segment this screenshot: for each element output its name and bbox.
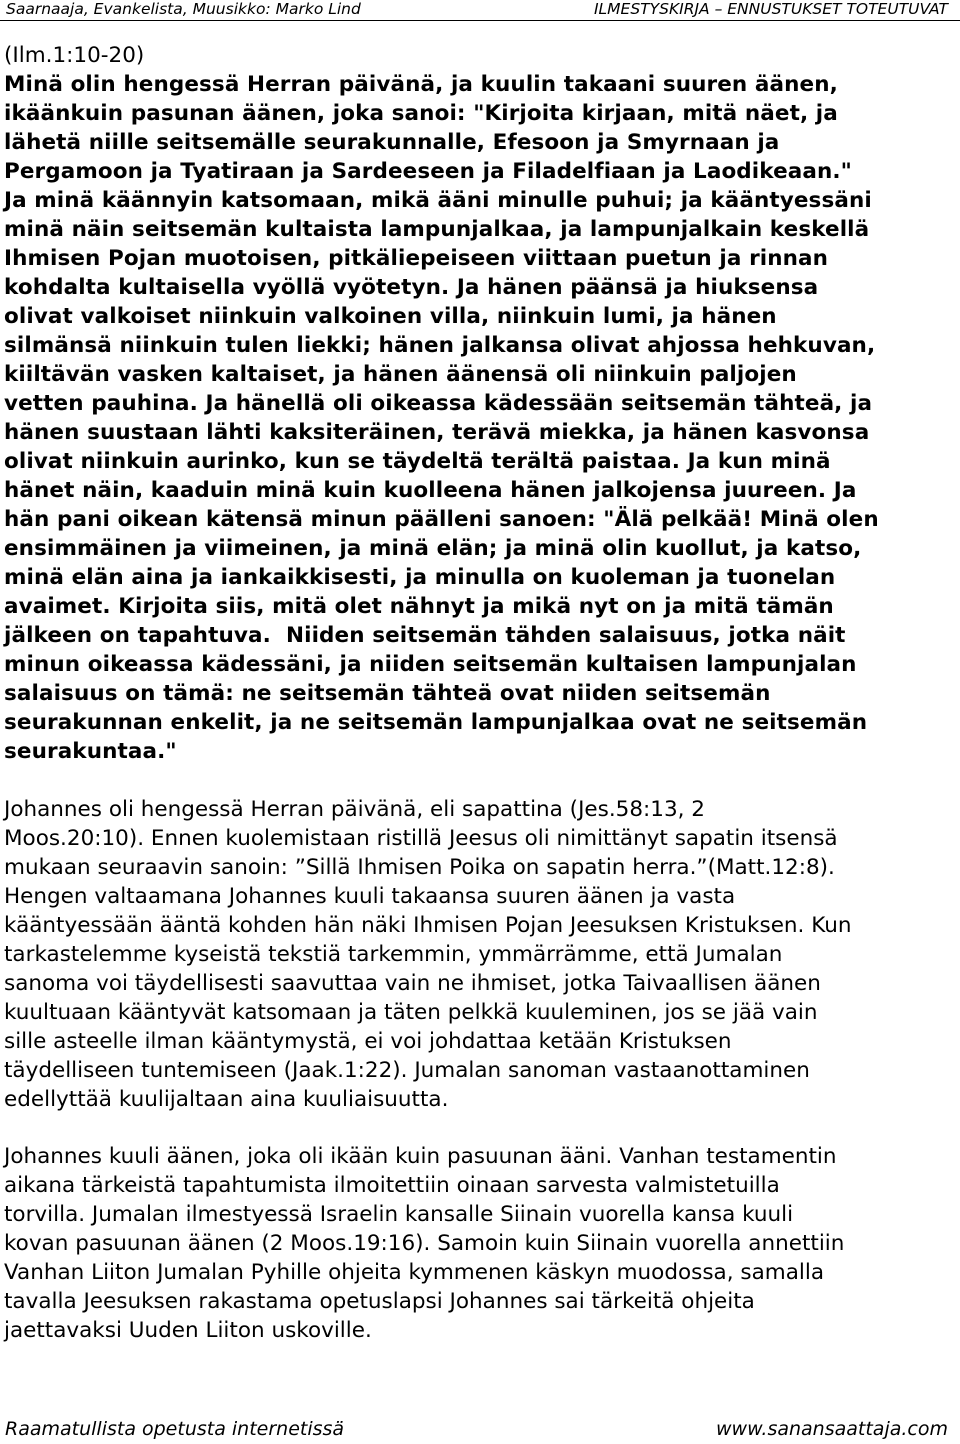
quote-line: avaimet. Kirjoita siis, mitä olet nähnyt ja mikä nyt on ja mitä tämän: [4, 594, 834, 619]
quote-line: hän pani oikean kätensä minun päälleni sanoen: "Älä pelkää! Minä olen: [4, 507, 879, 532]
page-footer: [5, 1418, 948, 1440]
scripture-quote: [4, 70, 952, 766]
quote-line: olivat niinkuin aurinko, kun se täydeltä terältä paistaa. Ja kun minä: [4, 449, 831, 474]
commentary-paragraph-2: [4, 1142, 952, 1345]
text-line: kuultuaan kääntyvät katsomaan ja täten pelkkä kuuleminen, jos se jää vain: [4, 1000, 818, 1025]
text-line: sanoma voi täydellisesti saavuttaa vain ne ihmiset, jotka Taivaallisen äänen: [4, 971, 821, 996]
quote-line: lähetä niille seitsemälle seurakunnalle, Efesoon ja Smyrnaan ja: [4, 130, 780, 155]
quote-line: minun oikeassa kädessäni, ja niiden seitsemän kultaisen lampunjalan: [4, 652, 857, 677]
quote-line: Ja minä käännyin katsomaan, mikä ääni minulle puhui; ja kääntyessäni: [4, 188, 872, 213]
quote-line: minä näin seitsemän kultaista lampunjalkaa, ja lampunjalkain keskellä: [4, 217, 870, 242]
text-line: sille asteelle ilman kääntymystä, ei voi johdattaa ketään Kristuksen: [4, 1029, 732, 1054]
scripture-reference: (Ilm.1:10-20): [4, 43, 145, 68]
quote-line: Minä olin hengessä Herran päivänä, ja kuulin takaani suuren äänen,: [4, 72, 838, 97]
header-author: Saarnaaja, Evankelista, Muusikko: Marko Lind: [6, 0, 361, 18]
text-line: kääntyessään ääntä kohden hän näki Ihmisen Pojan Jeesuksen Kristuksen. Kun: [4, 913, 852, 938]
quote-line: seurakuntaa.": [4, 739, 177, 764]
text-line: tavalla Jeesuksen rakastama opetuslapsi Johannes sai tärkeitä ohjeita: [4, 1289, 755, 1314]
quote-line: vetten pauhina. Ja hänellä oli oikeassa kädessään seitsemän tähteä, ja: [4, 391, 873, 416]
header-divider: [0, 20, 960, 21]
quote-line: minä elän aina ja iankaikkisesti, ja minulla on kuoleman ja tuonelan: [4, 565, 836, 590]
text-line: Johannes oli hengessä Herran päivänä, eli sapattina (Jes.58:13, 2: [4, 797, 705, 822]
text-line: tarkastelemme kyseistä tekstiä tarkemmin, ymmärrämme, että Jumalan: [4, 942, 783, 967]
page-content: [4, 41, 952, 1345]
text-line: edellyttää kuulijaltaan aina kuuliaisuutta.: [4, 1087, 449, 1112]
text-line: täydelliseen tuntemiseen (Jaak.1:22). Jumalan sanoman vastaanottaminen: [4, 1058, 810, 1083]
quote-line: hänet näin, kaaduin minä kuin kuolleena hänen jalkojensa juureen. Ja: [4, 478, 857, 503]
quote-line: silmänsä niinkuin tulen liekki; hänen jalkansa olivat ahjossa hehkuvan,: [4, 333, 876, 358]
footer-tagline: Raamatullista opetusta internetissä: [5, 1418, 345, 1440]
text-line: Vanhan Liiton Jumalan Pyhille ohjeita kymmenen käskyn muodossa, samalla: [4, 1260, 825, 1285]
quote-line: hänen suustaan lähti kaksiteräinen, terävä miekka, ja hänen kasvonsa: [4, 420, 870, 445]
commentary-paragraph-1: [4, 795, 952, 1114]
quote-line: olivat valkoiset niinkuin valkoinen villa, niinkuin lumi, ja hänen: [4, 304, 777, 329]
quote-line: ikäänkuin pasunan äänen, joka sanoi: "Kirjoita kirjaan, mitä näet, ja: [4, 101, 838, 126]
quote-line: seurakunnan enkelit, ja ne seitsemän lampunjalkaa ovat ne seitsemän: [4, 710, 868, 735]
text-line: Moos.20:10). Ennen kuolemistaan ristillä Jeesus oli nimittänyt sapatin itsensä: [4, 826, 838, 851]
page-header: [6, 0, 948, 20]
quote-line: kiiltävän vasken kaltaiset, ja hänen äänensä oli niinkuin paljojen: [4, 362, 797, 387]
quote-line: Ihmisen Pojan muotoisen, pitkäliepeiseen viittaan puetun ja rinnan: [4, 246, 829, 271]
header-title: ILMESTYSKIRJA – ENNUSTUKSET TOTEUTUVAT: [593, 0, 948, 18]
quote-line: Pergamoon ja Tyatiraan ja Sardeeseen ja Filadelfiaan ja Laodikeaan.": [4, 159, 852, 184]
text-line: Johannes kuuli äänen, joka oli ikään kuin pasuunan ääni. Vanhan testamentin: [4, 1144, 837, 1169]
text-line: mukaan seuraavin sanoin: ”Sillä Ihmisen Poika on sapatin herra.”(Matt.12:8).: [4, 855, 835, 880]
text-line: kovan pasuunan äänen (2 Moos.19:16). Samoin kuin Siinain vuorella annettiin: [4, 1231, 845, 1256]
text-line: torvilla. Jumalan ilmestyessä Israelin kansalle Siinain vuorella kansa kuuli: [4, 1202, 794, 1227]
quote-line: salaisuus on tämä: ne seitsemän tähteä ovat niiden seitsemän: [4, 681, 771, 706]
text-line: Hengen valtaamana Johannes kuuli takaansa suuren äänen ja vasta: [4, 884, 736, 909]
text-line: jaettavaksi Uuden Liiton uskoville.: [4, 1318, 372, 1343]
quote-line: kohdalta kultaisella vyöllä vyötetyn. Ja hänen päänsä ja hiuksensa: [4, 275, 819, 300]
footer-website: www.sanansaattaja.com: [716, 1418, 948, 1440]
text-line: aikana tärkeistä tapahtumista ilmoitettiin oinaan sarvesta valmistetuilla: [4, 1173, 780, 1198]
quote-line: jälkeen on tapahtuva. Niiden seitsemän tähden salaisuus, jotka näit: [4, 623, 846, 648]
quote-line: ensimmäinen ja viimeinen, ja minä elän; ja minä olin kuollut, ja katso,: [4, 536, 862, 561]
